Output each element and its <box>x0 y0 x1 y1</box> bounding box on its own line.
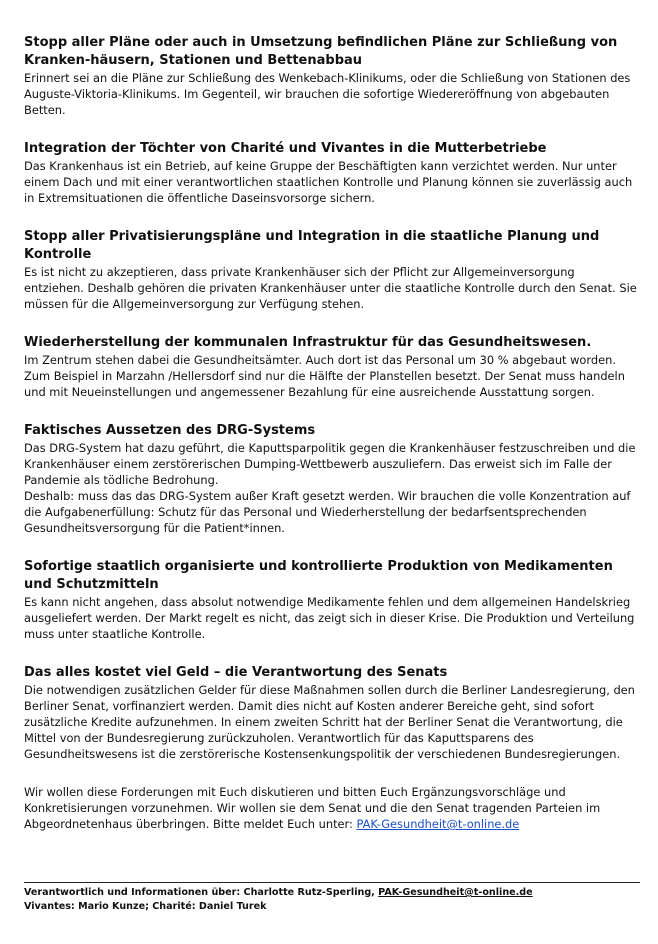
section-heading: Faktisches Aussetzen des DRG-Systems <box>24 423 316 438</box>
closing-text: Wir wollen diese Forderungen mit Euch diskutieren und bitten Euch Ergänzungsvorschläge und Konkretisierungen vorzunehmen. Wir wollen sie dem Senat und die den Senat tragenden Parteien im Abgeordnetenhaus überbringen. Bitte meldet Euch unter: <box>24 785 601 831</box>
section-medikamente <box>24 558 638 642</box>
section-integration-toechter <box>24 140 638 206</box>
section-verantwortung-senat <box>24 664 638 762</box>
footer-responsible-line <box>24 886 640 900</box>
section-paragraph: Es ist nicht zu akzeptieren, dass private Krankenhäuser sich der Pflicht zur Allgemeinversorgung entziehen. Deshalb gehören die privaten Krankenhäuser unter die staatliche Kontrolle durch den Senat. Sie müssen für die Allgemeinversorgung zur Verfügung stehen. <box>24 265 637 311</box>
footer-email-link[interactable]: PAK-Gesundheit@t-online.de <box>378 887 533 898</box>
section-heading: Wiederherstellung der kommunalen Infrastruktur für das Gesundheitswesen. <box>24 335 592 350</box>
section-kommunale-infrastruktur <box>24 334 638 400</box>
section-paragraph: Das DRG-System hat dazu geführt, die Kaputtsparpolitik gegen die Krankenhäuser festzuschreiben und die Krankenhäuser einem zerstörerischen Dumping-Wettbewerb auszuliefern. Das erweist sich im Falle der Pandemie als tödliche Bedrohung. <box>24 441 636 487</box>
section-paragraph: Es kann nicht angehen, dass absolut notwendige Medikamente fehlen und dem allgemeinen Handelskrieg ausgeliefert werden. Der Markt regelt es nicht, das zeigt sich in dieser Krise. Die Produktion und Verteilung muss unter staatliche Kontrolle. <box>24 595 635 641</box>
section-heading: Stopp aller Pläne oder auch in Umsetzung befindlichen Pläne zur Schließung von Kranken-häusern, Stationen und Bettenabbau <box>24 35 618 68</box>
contact-email-link[interactable]: PAK-Gesundheit@t-online.de <box>356 817 520 831</box>
section-paragraph: Erinnert sei an die Pläne zur Schließung des Wenkebach-Klinikums, oder die Schließung von Stationen des Auguste-Viktoria-Klinikums. Im Gegenteil, wir brauchen die sofortige Wiedereröffnung von abgebauten Betten. <box>24 71 631 117</box>
section-privatisierung <box>24 228 638 312</box>
footer-responsible-text: Verantwortlich und Informationen über: Charlotte Rutz-Sperling, <box>24 887 379 898</box>
section-paragraph: Deshalb: muss das das DRG-System außer Kraft gesetzt werden. Wir brauchen die volle Konzentration auf die Aufgabenerfüllung: Schutz für das Personal und Wiederherstellung der bedarfsentsprechenden Gesundheitsversorgung für die Patient*innen. <box>24 489 631 535</box>
section-heading: Integration der Töchter von Charité und Vivantes in die Mutterbetriebe <box>24 141 547 156</box>
closing-paragraph <box>24 784 638 832</box>
section-paragraph: Das Krankenhaus ist ein Betrieb, auf keine Gruppe der Beschäftigten kann verzichtet werden. Nur unter einem Dach und mit einer verantwortlichen staatlichen Kontrolle und Planung können sie zuverlässig auch in Extremsituationen die öffentliche Daseinsvorsorge sichern. <box>24 159 633 205</box>
section-drg-system <box>24 422 638 536</box>
document-body <box>24 34 638 843</box>
footer <box>24 882 640 914</box>
section-krankenhausschliessung <box>24 34 638 118</box>
section-paragraph: Im Zentrum stehen dabei die Gesundheitsämter. Auch dort ist das Personal um 30 % abgebaut worden. Zum Beispiel in Marzahn /Hellersdorf sind nur die Hälfte der Planstellen besetzt. Der Senat muss handeln und mit Neueinstellungen und angemessener Bezahlung für eine ausreichende Ausstattung sorgen. <box>24 353 625 399</box>
footer-contacts-line: Vivantes: Mario Kunze; Charité: Daniel Turek <box>24 901 267 912</box>
section-paragraph: Die notwendigen zusätzlichen Gelder für diese Maßnahmen sollen durch die Berliner Landesregierung, den Berliner Senat, vorfinanziert werden. Damit dies nicht auf Kosten anderer Bereiche geht, sind sofort zusätzliche Kredite aufzunehmen. In einem zweiten Schritt hat der Berliner Senat die Verantwortung, die Mittel von der Bundesregierung zurückzuholen. Verantwortlich für das Kaputtsparens des Gesundheitswesens ist die zerstörerische Kostensenkungspolitik der verschiedenen Bundesregierungen. <box>24 683 635 761</box>
section-heading: Sofortige staatlich organisierte und kontrollierte Produktion von Medikamenten und Schutzmitteln <box>24 559 613 592</box>
section-heading: Stopp aller Privatisierungspläne und Integration in die staatliche Planung und Kontrolle <box>24 229 600 262</box>
section-heading: Das alles kostet viel Geld – die Verantwortung des Senats <box>24 665 448 680</box>
